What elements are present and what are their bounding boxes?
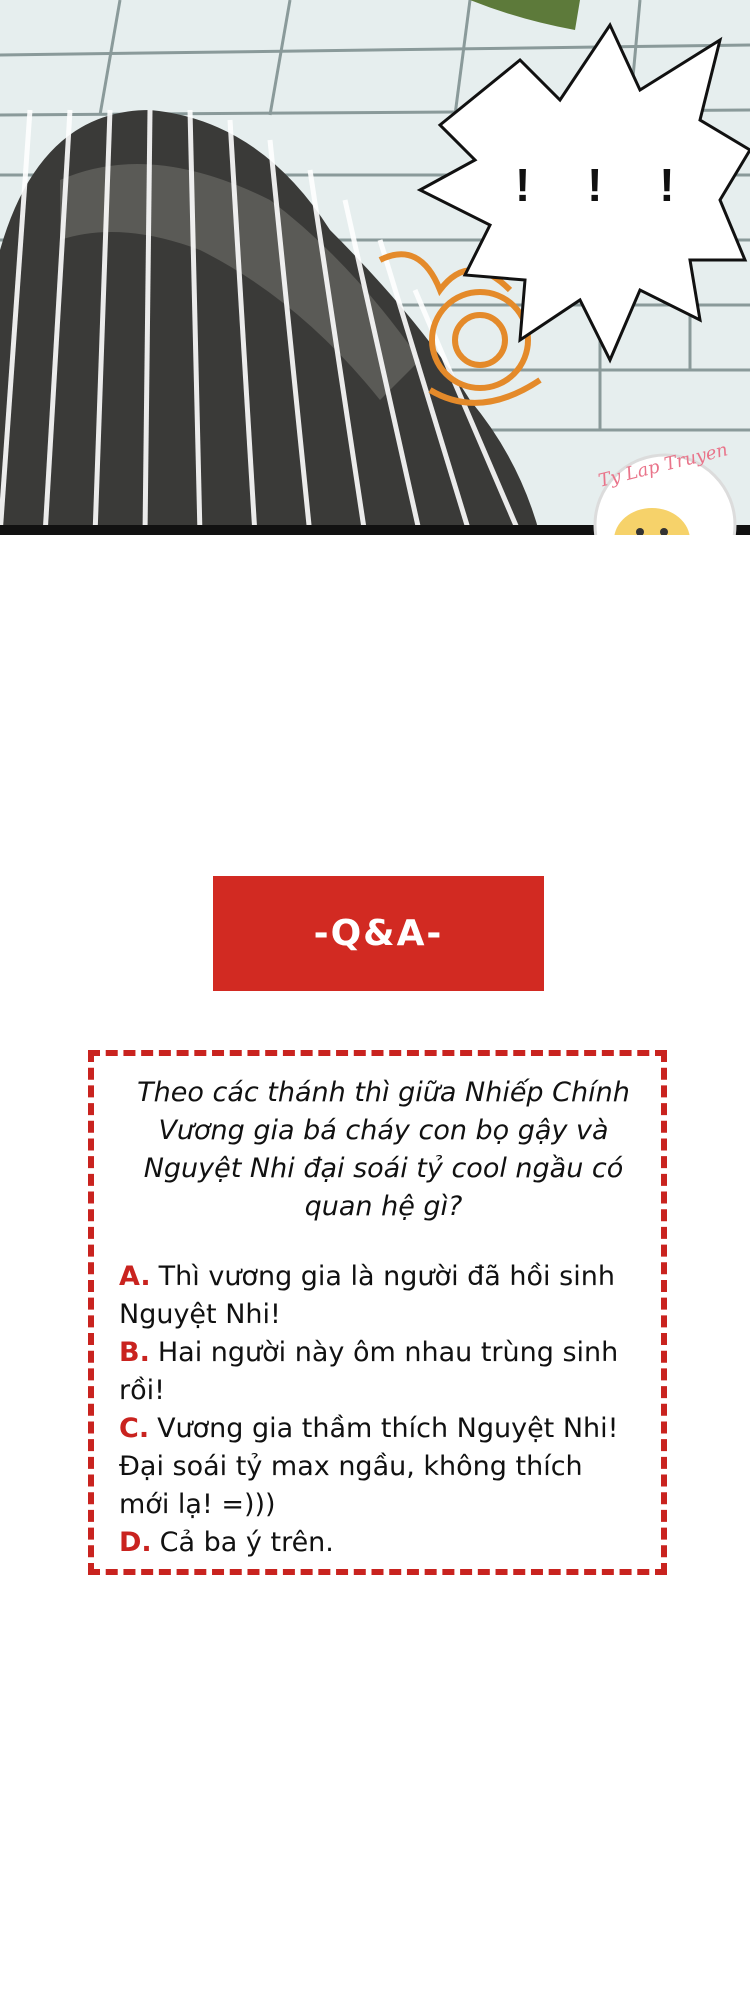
exclamation-text: ! ! !: [515, 159, 697, 211]
answer-letter: D.: [119, 1527, 152, 1558]
answer-letter: A.: [119, 1261, 151, 1292]
answer-option-a: [119, 1258, 641, 1334]
answer-letter: B.: [119, 1337, 150, 1368]
qa-title: -Q&A-: [313, 913, 444, 954]
answer-option-d: [119, 1524, 641, 1562]
answer-text: Vương gia thầm thích Nguyệt Nhi! Đại soái tỷ max ngầu, không thích mới lạ! =))): [119, 1413, 619, 1520]
answer-text: Thì vương gia là người đã hồi sinh Nguyệt Nhi!: [119, 1261, 615, 1330]
watermark-logo-text: Ty Lap Truyen: [596, 439, 731, 492]
answer-option-b: [119, 1334, 641, 1410]
qa-banner: [213, 876, 544, 991]
qa-answer-list: [119, 1258, 641, 1562]
qa-question-box: [88, 1050, 667, 1575]
answer-letter: C.: [119, 1413, 150, 1444]
answer-text: Hai người này ôm nhau trùng sinh rồi!: [119, 1337, 619, 1406]
qa-question-text: Theo các thánh thì giữa Nhiếp Chính Vương gia bá cháy con bọ gậy và Nguyệt Nhi đại soái tỷ cool ngầu có quan hệ gì?: [137, 1077, 630, 1222]
manga-panel-illustration: [0, 0, 750, 535]
answer-text: Cả ba ý trên.: [159, 1527, 334, 1558]
answer-option-c: [119, 1410, 641, 1524]
manga-artwork: [0, 0, 750, 535]
